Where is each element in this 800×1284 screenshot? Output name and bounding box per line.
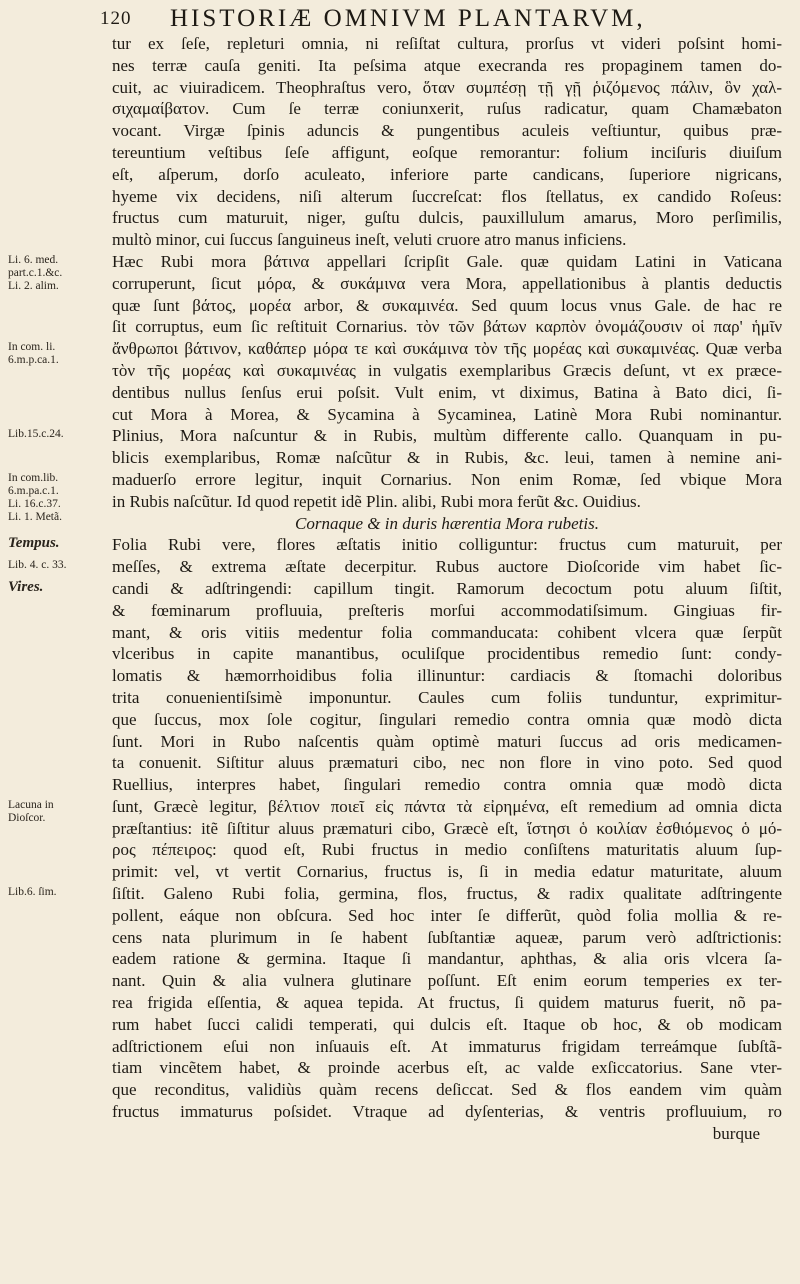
- text-line: quæ ſunt βάτος, μορέα arbor, & συκαμινέα. Sed quum locus vnus Gale. de hac re: [112, 295, 782, 315]
- margin-note: [8, 254, 104, 293]
- text-line: multò minor, cui ſuccus ſanguineus ineſt, veluti cruore atro manus inficiens.: [112, 230, 627, 250]
- text-line: tiam vincẽtem habet, & proinde acerbus eſt, ac valde exſiccatorius. Sane vter-: [112, 1058, 782, 1078]
- text-line: pollent, eáque non obſcura. Sed hoc inter ſe differũt, quòd folia mollia & re-: [112, 905, 782, 925]
- margin-note: [8, 559, 104, 572]
- text-line: ἄνθρωποι βάτινον, καθάπερ μόρα τε καὶ συκάμινα τὸν τῆς μορέας καὶ συκαμινέας. Quæ verba: [112, 339, 782, 359]
- margin-note-line: 6.m.p.ca.1.: [8, 354, 59, 367]
- margin-note: [8, 472, 104, 524]
- text-line: eadem ratione & germina. Itaque ſi mandantur, aphthas, & alia oris vlcera ſa-: [112, 949, 782, 969]
- text-line: que ſuccus, mox ſole cogitur, ſingulari remedio contra omnia quæ modò dicta: [112, 709, 782, 729]
- text-line: tur ex ſeſe, repleturi omnia, ni reſiſtat cultura, prorſus vt videri poſsint homi-: [112, 34, 782, 53]
- margin-note: [8, 886, 104, 899]
- text-line: ſunt, Græcè legitur, βέλτιον ποιεῖ εἰς πάντα τὰ εἰρημένα, eſt remedium ad omnia dicta: [112, 796, 782, 816]
- margin-note-line: Lacuna in: [8, 799, 54, 811]
- text-line: lomatis & hæmorrhoidibus folia illinuntur: cardiacis & ſtomachi doloribus: [112, 666, 782, 686]
- text-line: cens nata plurimum in ſe habent ſubſtantiæ aqueæ, parum verò adſtrictionis:: [112, 927, 782, 947]
- body-text: [112, 33, 782, 1145]
- text-line: τὸν τῆς μορέας καὶ συκαμινέας in vulgatis exemplaribus Græcis deſunt, vt ex præce-: [112, 360, 782, 380]
- margin-note-line: In com. li.: [8, 341, 56, 354]
- text-line: blicis exemplaribus, Romæ naſcũtur & in Rubis, &c. leui, tamen à nemine ani-: [112, 448, 782, 468]
- text-line: tereuntium veſtibus ſeſe affigunt, eoſque remorantur: folium inciſuris diuiſum: [112, 142, 782, 162]
- text-line: nant. Quin & alia vulnera glutinare poſſunt. Eſt enim eorum temperies ex ter-: [112, 971, 782, 991]
- text-line: Cornaque & in duris hærentia Mora rubetis.: [295, 513, 599, 533]
- margin-note-line: 6.m.pa.c.1.: [8, 485, 59, 497]
- margin-note-line: Dioſcor.: [8, 812, 46, 824]
- text-line: Ruellius, interpres habet, ſingulari remedio contra omnia quæ modò dicta: [112, 775, 782, 795]
- margin-note-line: In com.lib.: [8, 472, 59, 484]
- text-line: meſſes, & extrema æſtate decerpitur. Rubus auctore Dioſcoride vim habet ſic-: [112, 557, 782, 577]
- text-line: cuit, ac viuiradicem. Theophraſtus vero, ὅταν συμπέσῃ τῇ γῇ ῥιζόμενος πάλιν, ὃν χαλ-: [112, 77, 782, 97]
- text-line: in Rubis naſcũtur. Id quod repetit idẽ Plin. alibi, Rubi mora ferũt &c. Ouidius.: [112, 491, 641, 511]
- text-line: ſunt. Mori in Rubo naſcentis quàm optimè maturi ſuccus ad oris medicamen-: [112, 731, 782, 751]
- text-line: ta conuenit. Siſtitur aluus præmaturi cibo, nec non flore in vino poto. Sed quod: [112, 753, 782, 773]
- text-line: Folia Rubi vere, flores æſtatis initio colliguntur: fructus cum maturuit, per: [112, 535, 782, 555]
- text-line: ſiſtit. Galeno Rubi folia, germina, flos, fructus, & radix qualitate adſtringente: [112, 884, 782, 904]
- text-line: maduerſo errore legitur, inquit Cornarius. Non enim Romæ, ſed vbique Mora: [112, 469, 782, 489]
- page-number: 120: [100, 8, 132, 29]
- margin-note-line: Li. 2. alim.: [8, 280, 59, 292]
- text-line: σιχαμαίβατον. Cum ſe terræ coniunxerit, ruſus radicatur, quam Chamæbaton: [112, 99, 782, 119]
- text-line: cut Mora à Morea, & Sycamina à Sycaminea, Latinè Mora Rubi nominantur.: [112, 404, 782, 424]
- text-line: candi & adſtringendi: capillum tingit. Ramorum decoctum potu aluum ſiſtit,: [112, 578, 782, 598]
- text-line: vocant. Virgæ ſpinis aduncis & pungentibus aculeis veſtiuntur, quibus præ-: [112, 121, 782, 141]
- text-line: eſt, aſperum, dorſo aculeato, inferiore parte candicans, ſuperiore nigricans,: [112, 164, 782, 184]
- margin-note: [8, 537, 104, 550]
- margin-note: [8, 799, 104, 825]
- page-header: [100, 4, 790, 34]
- text-line: adſtrictionem eſui non inſuauis eſt. At immaturus frigidam terreámque ſubſtã-: [112, 1036, 782, 1056]
- text-line: mant, & oris vitiis medentur folia commanducata: cohibent vlcera quæ ſerpũt: [112, 622, 782, 642]
- margin-note-line: Lib. 4. c. 33.: [8, 559, 67, 572]
- margin-note-line: Tempus.: [8, 535, 60, 552]
- text-line: vlceribus in capite manantibus, oculiſque procidentibus remedio ſunt: condy-: [112, 644, 782, 664]
- margin-note-line: Li. 16.c.37.: [8, 498, 61, 510]
- margin-note-line: Lib.15.c.24.: [8, 428, 64, 441]
- text-line: & fœminarum profluuia, preſteris morſui accommodatiſsimum. Gingiuas fir-: [112, 600, 782, 620]
- text-line: primit: vel, vt vertit Cornarius, fructus is, ſi in media edatur maturitate, aluum: [112, 862, 782, 882]
- margin-note-line: part.c.1.&c.: [8, 267, 63, 279]
- text-line: Hæc Rubi mora βάτινα appellari ſcripſit Gale. quæ quidam Latini in Vaticana: [112, 251, 782, 271]
- text-line: burque: [712, 1123, 760, 1143]
- margin-note-line: Li. 6. med.: [8, 254, 59, 266]
- text-line: rea frigida eſſentia, & aquea tepida. At fructus, ſi quidem maturus fuerit, nõ pa-: [112, 993, 782, 1013]
- text-line: nes terræ cauſa geniti. Ita peſsima atque execranda res propaginem tamen do-: [112, 55, 782, 75]
- text-line: ſit corruptus, eum ſic reſtituit Cornarius. τὸν τῶν βάτων καρπὸν ὀνομάζουσιν οἱ παρ' ἡμῖν: [112, 317, 782, 337]
- text-line: præſtantius: itẽ ſiſtitur aluus præmaturi cibo, Græcè eſt, ἵστησι ὁ κοιλίαν ἐσθιόμενος ὁ μό-: [112, 818, 782, 838]
- margin-note-line: Lib.6. ſim.: [8, 886, 57, 899]
- text-line: ρος πέπειρος: quod eſt, Rubi fructus in medio conſiſtens maturitatis aluum ſup-: [112, 840, 782, 860]
- text-line: fructus immaturus poſsidet. Vtraque ad dyſenterias, & ventris profluuium, ro: [112, 1102, 782, 1122]
- text-line: hyeme vix decidens, niſi alterum ſuccreſcat: flos ſtellatus, ex candido Roſeus:: [112, 186, 782, 206]
- text-line: rum habet ſucci calidi temperati, qui dulcis eſt. Itaque ob hoc, & ob modicam: [112, 1014, 782, 1034]
- text-line: que reconditus, validiùs quàm recens deſiccat. Sed & flos eandem vim quàm: [112, 1080, 782, 1100]
- margin-note: [8, 428, 104, 441]
- text-line: Plinius, Mora naſcuntur & in Rubis, multùm differente callo. Quanquam in pu-: [112, 426, 782, 446]
- running-title: HISTORIÆ OMNIVM PLANTARVM,: [170, 5, 646, 32]
- text-line: dentibus nullus ſenſus erui poſsit. Vult enim, vt diximus, Batina à Bato dici, ſi-: [112, 382, 782, 402]
- margin-note: [8, 341, 104, 367]
- text-line: corruperunt, ſicut μόρα, & συκάμινα vera Mora, appellationibus à plantis deductis: [112, 273, 782, 293]
- margin-note: [8, 581, 104, 594]
- margin-note-line: Li. 1. Metã.: [8, 511, 62, 523]
- text-line: fructus cum maturuit, niger, guſtu dulcis, pauxillulum amarus, Moro perſimilis,: [112, 208, 782, 228]
- text-line: trita conuenientiſsimè imponuntur. Caules cum foliis tunduntur, exprimitur-: [112, 687, 782, 707]
- margin-note-line: Vires.: [8, 579, 44, 595]
